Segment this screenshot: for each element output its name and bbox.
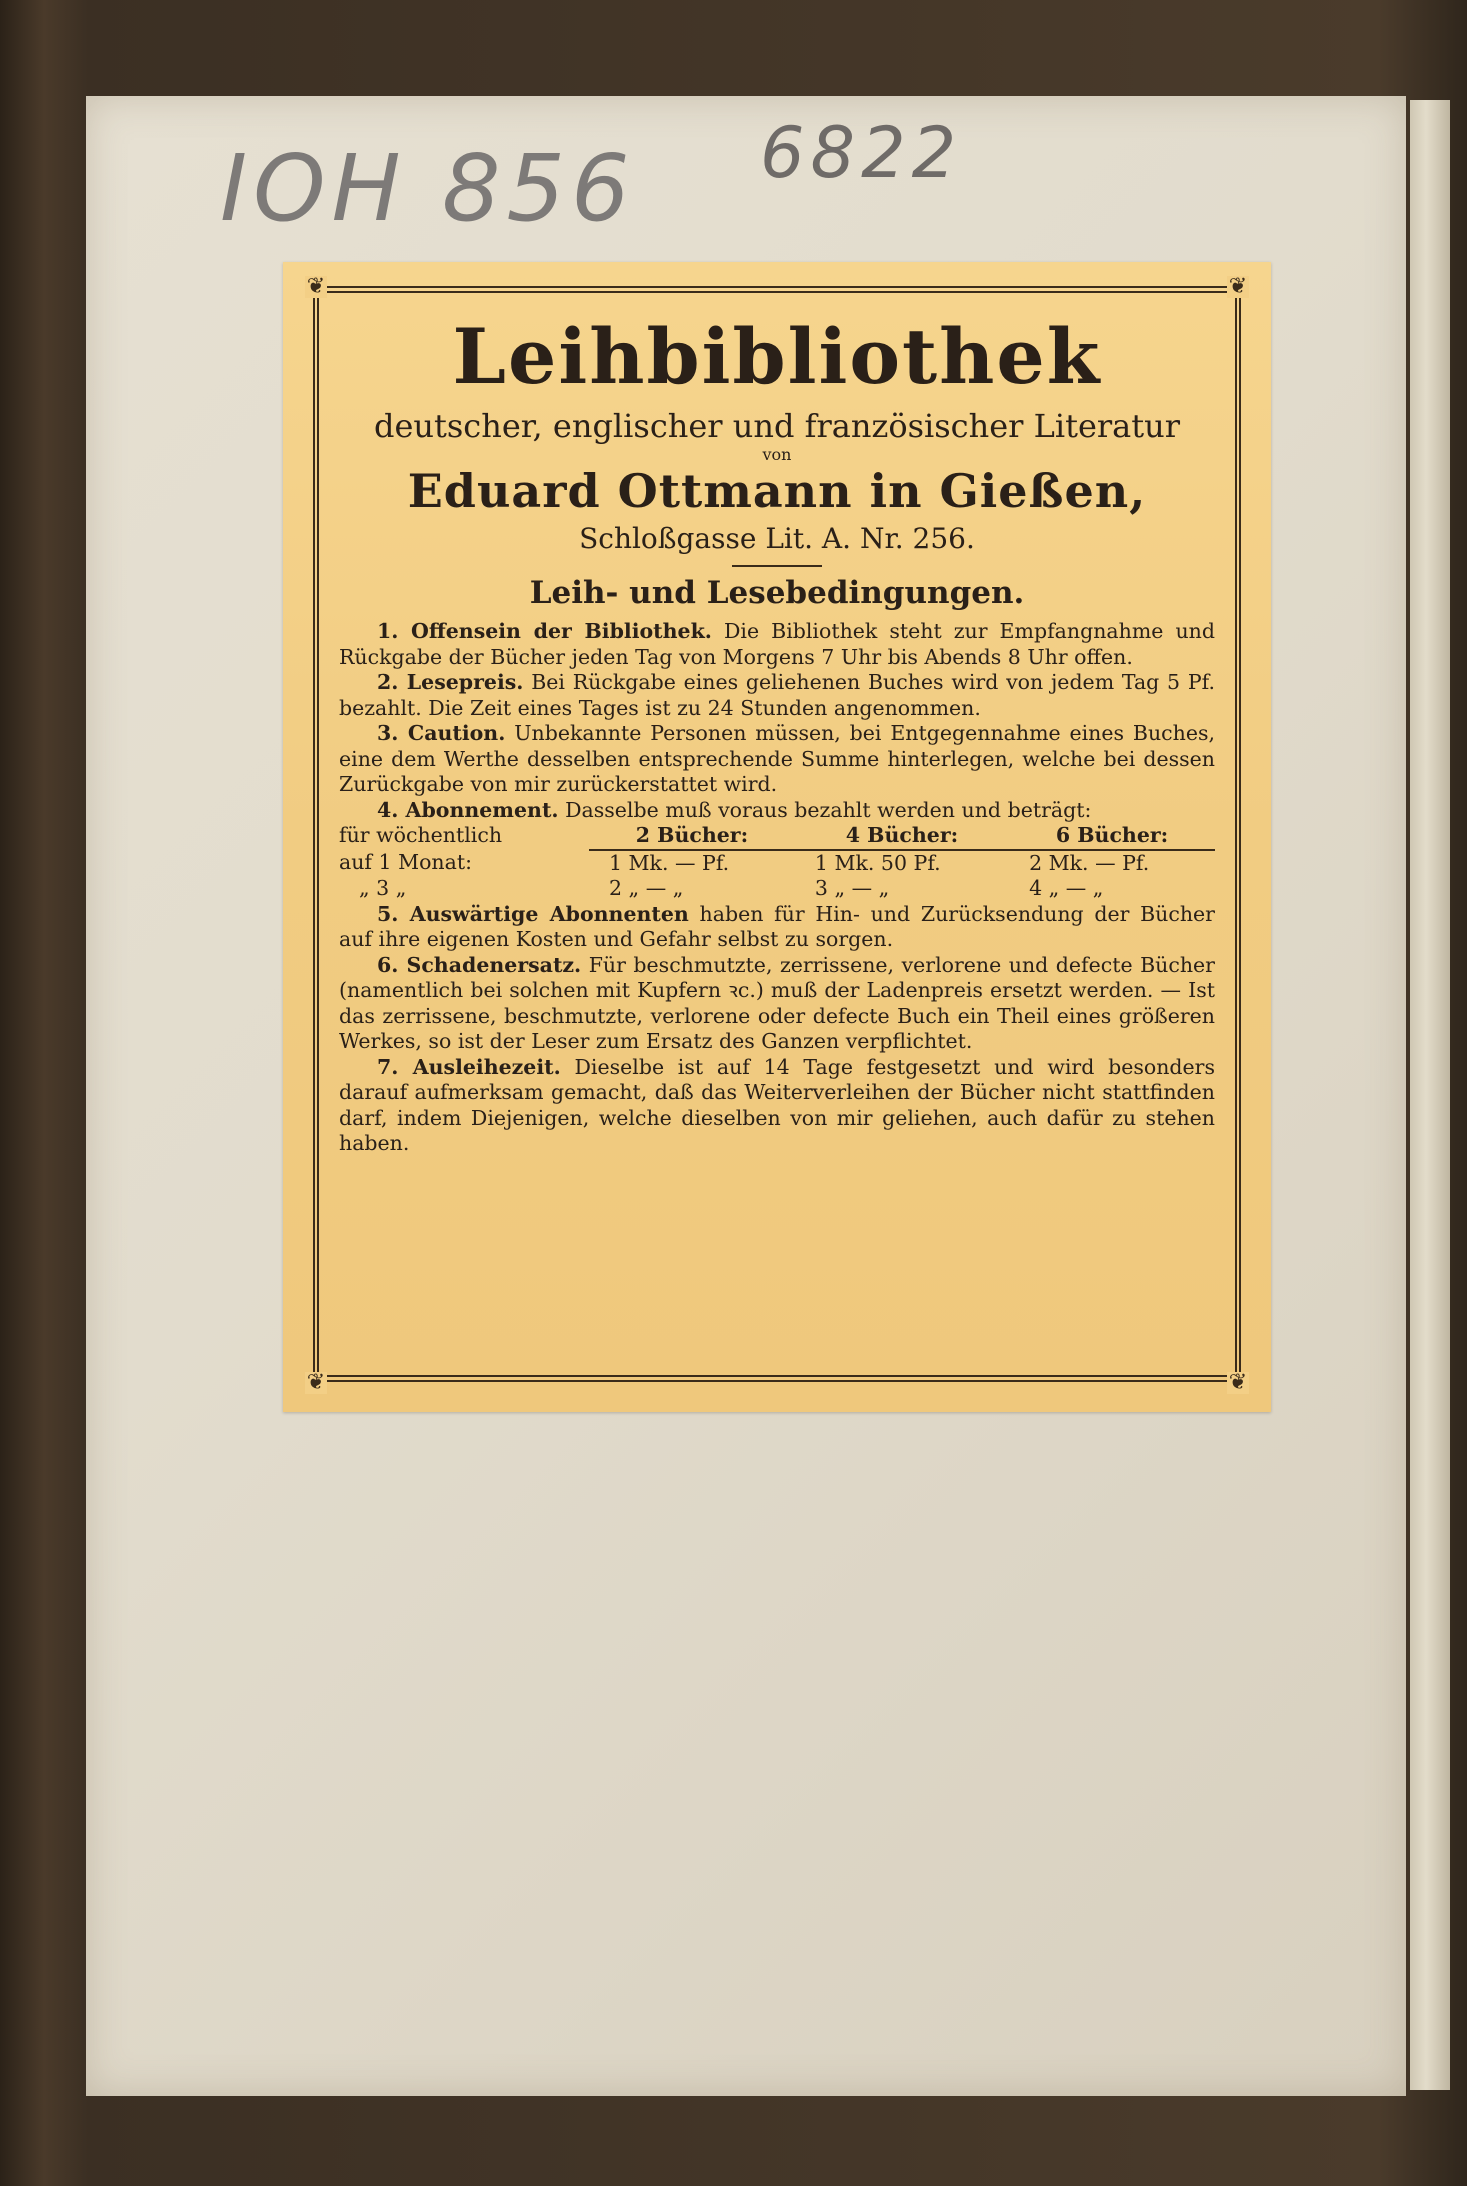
handwritten-accession-number: 6822 (760, 112, 963, 194)
condition-7-text: Dieselbe ist auf 14 Tage festgesetzt und wird besonders darauf aufmerksam gemacht, daß das Weiterverleihen der Bücher nicht stattfinden darf, indem Diejenigen, welche dieselben von mir geliehen, auch dafür zu stehen haben. (339, 1054, 1215, 1155)
corner-ornament-icon: ❦ (306, 1370, 326, 1395)
label-owner: Eduard Ottmann in Gießen, (407, 464, 1147, 518)
label-content (339, 306, 1215, 1157)
table-row (339, 823, 1215, 850)
table-header: 6 Bücher: (1009, 823, 1215, 850)
table-cell: auf 1 Monat: (339, 849, 472, 874)
condition-3 (339, 721, 1215, 798)
conditions-heading: Leih- und Lesebedingungen. (529, 575, 1025, 611)
condition-7 (339, 1055, 1215, 1157)
condition-6-text: Für beschmutzte, zerrissene, verlorene und defecte Bücher (namentlich bei solchen mit Kupfern ꝛc.) muß der Ladenpreis ersetzt werden. — Ist das zerrissene, beschmutzte, verlorene oder defecte Buch ein Theil eines größeren Werkes, so ist der Leser zum Ersatz des Ganzen verpflichtet. (339, 952, 1215, 1053)
table-cell: 1 Mk. — Pf. (609, 850, 730, 875)
condition-2-lead: 2. Lesepreis. (377, 670, 524, 694)
label-subtitle: deutscher, englischer und französischer Literatur (373, 407, 1181, 445)
table-cell: 3 „ — „ (814, 876, 890, 900)
condition-2 (339, 670, 1215, 721)
condition-2-text: Bei Rückgabe eines geliehenen Buches wird von jedem Tag 5 Pf. bezahlt. Die Zeit eines Tages ist zu 24 Stunden angenommen. (339, 670, 1215, 720)
table-cell: 4 „ — „ (1029, 876, 1104, 900)
library-label (283, 262, 1271, 1412)
condition-1 (339, 619, 1215, 670)
handwritten-shelfmark: IOH 856 (220, 135, 636, 242)
label-title: Leihbibliothek (452, 312, 1102, 401)
table-cell: „ 3 „ (359, 876, 407, 900)
condition-5-text: haben für Hin- und Zurücksendung der Bücher auf ihre eigenen Kosten und Gefahr selbst zu sorgen. (339, 901, 1215, 951)
condition-5 (339, 902, 1215, 953)
table-cell: 2 „ — „ (609, 876, 684, 900)
condition-6-lead: 6. Schadenersatz. (377, 952, 582, 977)
label-von: von (762, 445, 792, 464)
condition-1-text: Die Bibliothek steht zur Empfangnahme und Rückgabe der Bücher jeden Tag von Morgens 7 Uhr bis Abends 8 Uhr offen. (339, 619, 1215, 669)
table-header: 2 Bücher: (589, 823, 795, 850)
condition-4 (339, 798, 1215, 824)
corner-ornament-icon: ❦ (1228, 1370, 1248, 1395)
price-table (339, 823, 1215, 902)
table-row (339, 876, 1215, 902)
table-header: für wöchentlich (339, 823, 503, 847)
condition-4-lead: 4. Abonnement. (377, 797, 559, 822)
table-row (339, 850, 1215, 877)
table-header: 4 Bücher: (795, 823, 1009, 850)
corner-ornament-icon: ❦ (306, 274, 326, 299)
corner-ornament-icon: ❦ (1228, 274, 1248, 299)
condition-6 (339, 953, 1215, 1055)
table-cell: 2 Mk. — Pf. (1029, 850, 1150, 875)
page-edge (1410, 100, 1450, 2090)
condition-3-text: Unbekannte Personen müssen, bei Entgegennahme eines Buches, eine dem Werthe desselben entsprechende Summe hinterlegen, welche bei dessen Zurückgabe von mir zurückerstattet wird. (339, 721, 1216, 796)
condition-5-lead: 5. Auswärtige Abonnenten (377, 901, 689, 926)
condition-4-text: Dasselbe muß voraus bezahlt werden und beträgt: (565, 797, 1092, 822)
label-address: Schloßgasse Lit. A. Nr. 256. (579, 522, 975, 555)
divider (732, 565, 822, 567)
condition-1-lead: 1. Offensein der Bibliothek. (377, 619, 712, 643)
condition-3-lead: 3. Caution. (377, 721, 506, 745)
table-cell: 1 Mk. 50 Pf. (814, 850, 941, 875)
condition-7-lead: 7. Ausleihezeit. (377, 1054, 561, 1079)
